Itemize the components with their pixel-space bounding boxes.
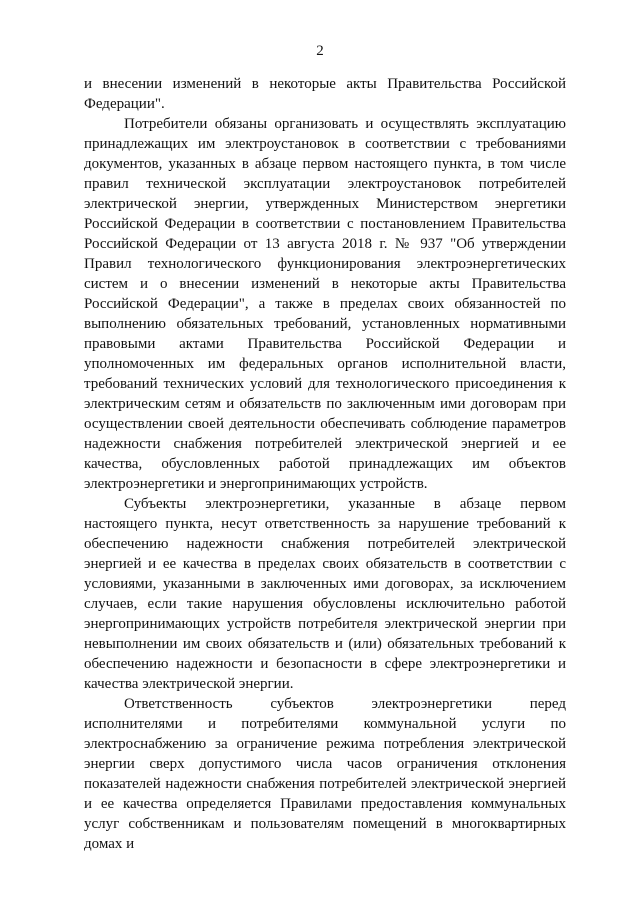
paragraph-utility-liability: Ответственность субъектов электроэнергетики перед исполнителями и потребителями коммунальной услуги по электроснабжению за ограничение режима потребления электрической энергии сверх допустимого числа часов ограничения отклонения показателей надежности снабжения потребителей электрической энергией и ее качества определяется Правилами предоставления коммунальных услуг собственникам и пользователям помещений в многоквартирных домах и [84, 696, 566, 852]
document-body [84, 74, 566, 854]
paragraph-consumer-obligations: Потребители обязаны организовать и осуществлять эксплуатацию принадлежащих им электроустановок в соответствии с требованиями документов, указанных в абзаце первом настоящего пункта, в том числе правил технической эксплуатации электроустановок потребителей электрической энергии, утвержденных Министерством энергетики Российской Федерации в соответствии с постановлением Правительства Российской Федерации от 13 августа 2018 г. № 937 "Об утверждении Правил технологического функционирования электроэнергетических систем и о внесении изменений в некоторые акты Правительства Российской Федерации", а также в пределах своих обязанностей по выполнению обязательных требований, установленных нормативными правовыми актами Правительства Российской Федерации и уполномоченных им федеральных органов исполнительной власти, требований технических условий для технологического присоединения к электрическим сетям и обязательств по заключенным ими договорам при осуществлении своей деятельности обеспечивать соблюдение параметров надежности снабжения потребителей электрической энергией и ее качества, обусловленных работой принадлежащих им объектов электроэнергетики и энергопринимающих устройств. [84, 116, 566, 492]
paragraph-continuation: и внесении изменений в некоторые акты Правительства Российской Федерации". [84, 76, 566, 112]
paragraph-entity-responsibility: Субъекты электроэнергетики, указанные в абзаце первом настоящего пункта, несут ответственность за нарушение требований к обеспечению надежности снабжения потребителей электрической энергией и ее качества в пределах своих обязательств в соответствии с условиями, указанными в заключенных ими договорах, за исключением случаев, если такие нарушения обусловлены исключительно работой энергопринимающих устройств потребителя электрической энергии при невыполнении им своих обязательств и (или) обязательных требований к обеспечению надежности и безопасности в сфере электроэнергетики и качества электрической энергии. [84, 496, 566, 692]
page-number: 2 [316, 43, 324, 59]
